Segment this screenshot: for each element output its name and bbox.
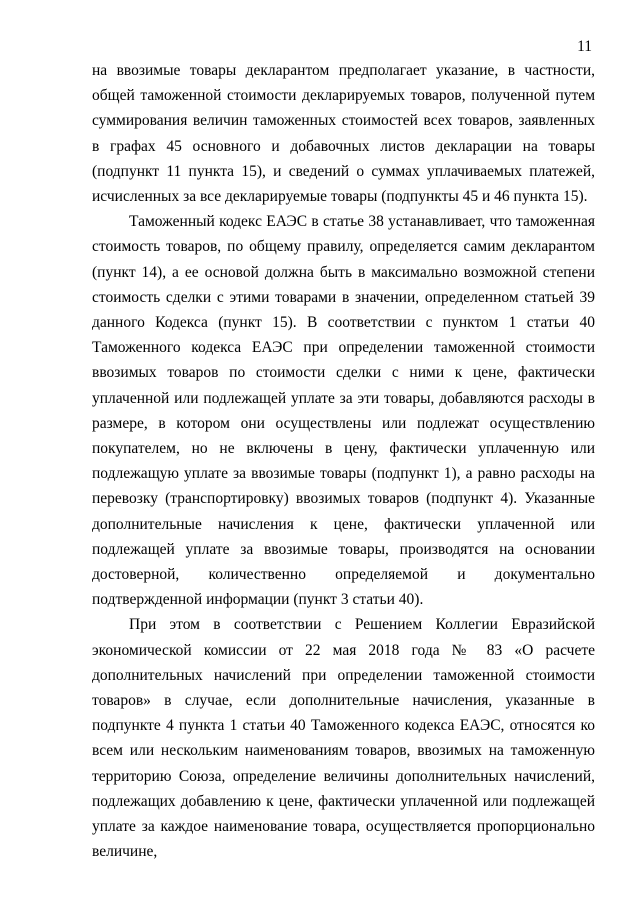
- document-body: [92, 58, 595, 865]
- paragraph-continuation: на ввозимые товары декларантом предполагает указание, в частности, общей таможенной стоимости декларируемых товаров, полученной путем суммирования величин таможенных стоимостей всех товаров, заявленных в графах 45 основного и добавочных листов декларации на товары (подпункт 11 пункта 15), и сведений о суммах уплачиваемых платежей, исчисленных за все декларируемые товары (подпункты 45 и 46 пункта 15).: [92, 62, 595, 206]
- page-number: 11: [577, 38, 592, 55]
- paragraph-customs-code: Таможенный кодекс ЕАЭС в статье 38 устанавливает, что таможенная стоимость товаров, по общему правилу, определяется самим декларантом (пункт 14), а ее основой должна быть в максимально возможной степени стоимость сделки с этими товарами в значении, определенном статьей 39 данного Кодекса (пункт 15). В соответствии с пунктом 1 статьи 40 Таможенного кодекса ЕАЭС при определении таможенной стоимости ввозимых товаров по стоимости сделки с ними к цене, фактически уплаченной или подлежащей уплате за эти товары, добавляются расходы в размере, в котором они осуществлены или подлежат осуществлению покупателем, но не включены в цену, фактически уплаченную или подлежащую уплате за ввозимые товары (подпункт 1), а равно расходы на перевозку (транспортировку) ввозимых товаров (подпункт 4). Указанные дополнительные начисления к цене, фактически уплаченной или подлежащей уплате за ввозимые товары, производятся на основании достоверной, количественно определяемой и документально подтвержденной информации (пункт 3 статьи 40).: [92, 213, 595, 609]
- paragraph-commission-decision: При этом в соответствии с Решением Коллегии Евразийской экономической комиссии от 22 мая 2018 года № 83 «О расчете дополнительных начислений при определении таможенной стоимости товаров» в случае, если дополнительные начисления, указанные в подпункте 4 пункта 1 статьи 40 Таможенного кодекса ЕАЭС, относятся ко всем или нескольким наименованиям товаров, ввозимых на таможенную территорию Союза, определение величины дополнительных начислений, подлежащих добавлению к цене, фактически уплаченной или подлежащей уплате за каждое наименование товара, осуществляется пропорционально величине,: [92, 616, 595, 861]
